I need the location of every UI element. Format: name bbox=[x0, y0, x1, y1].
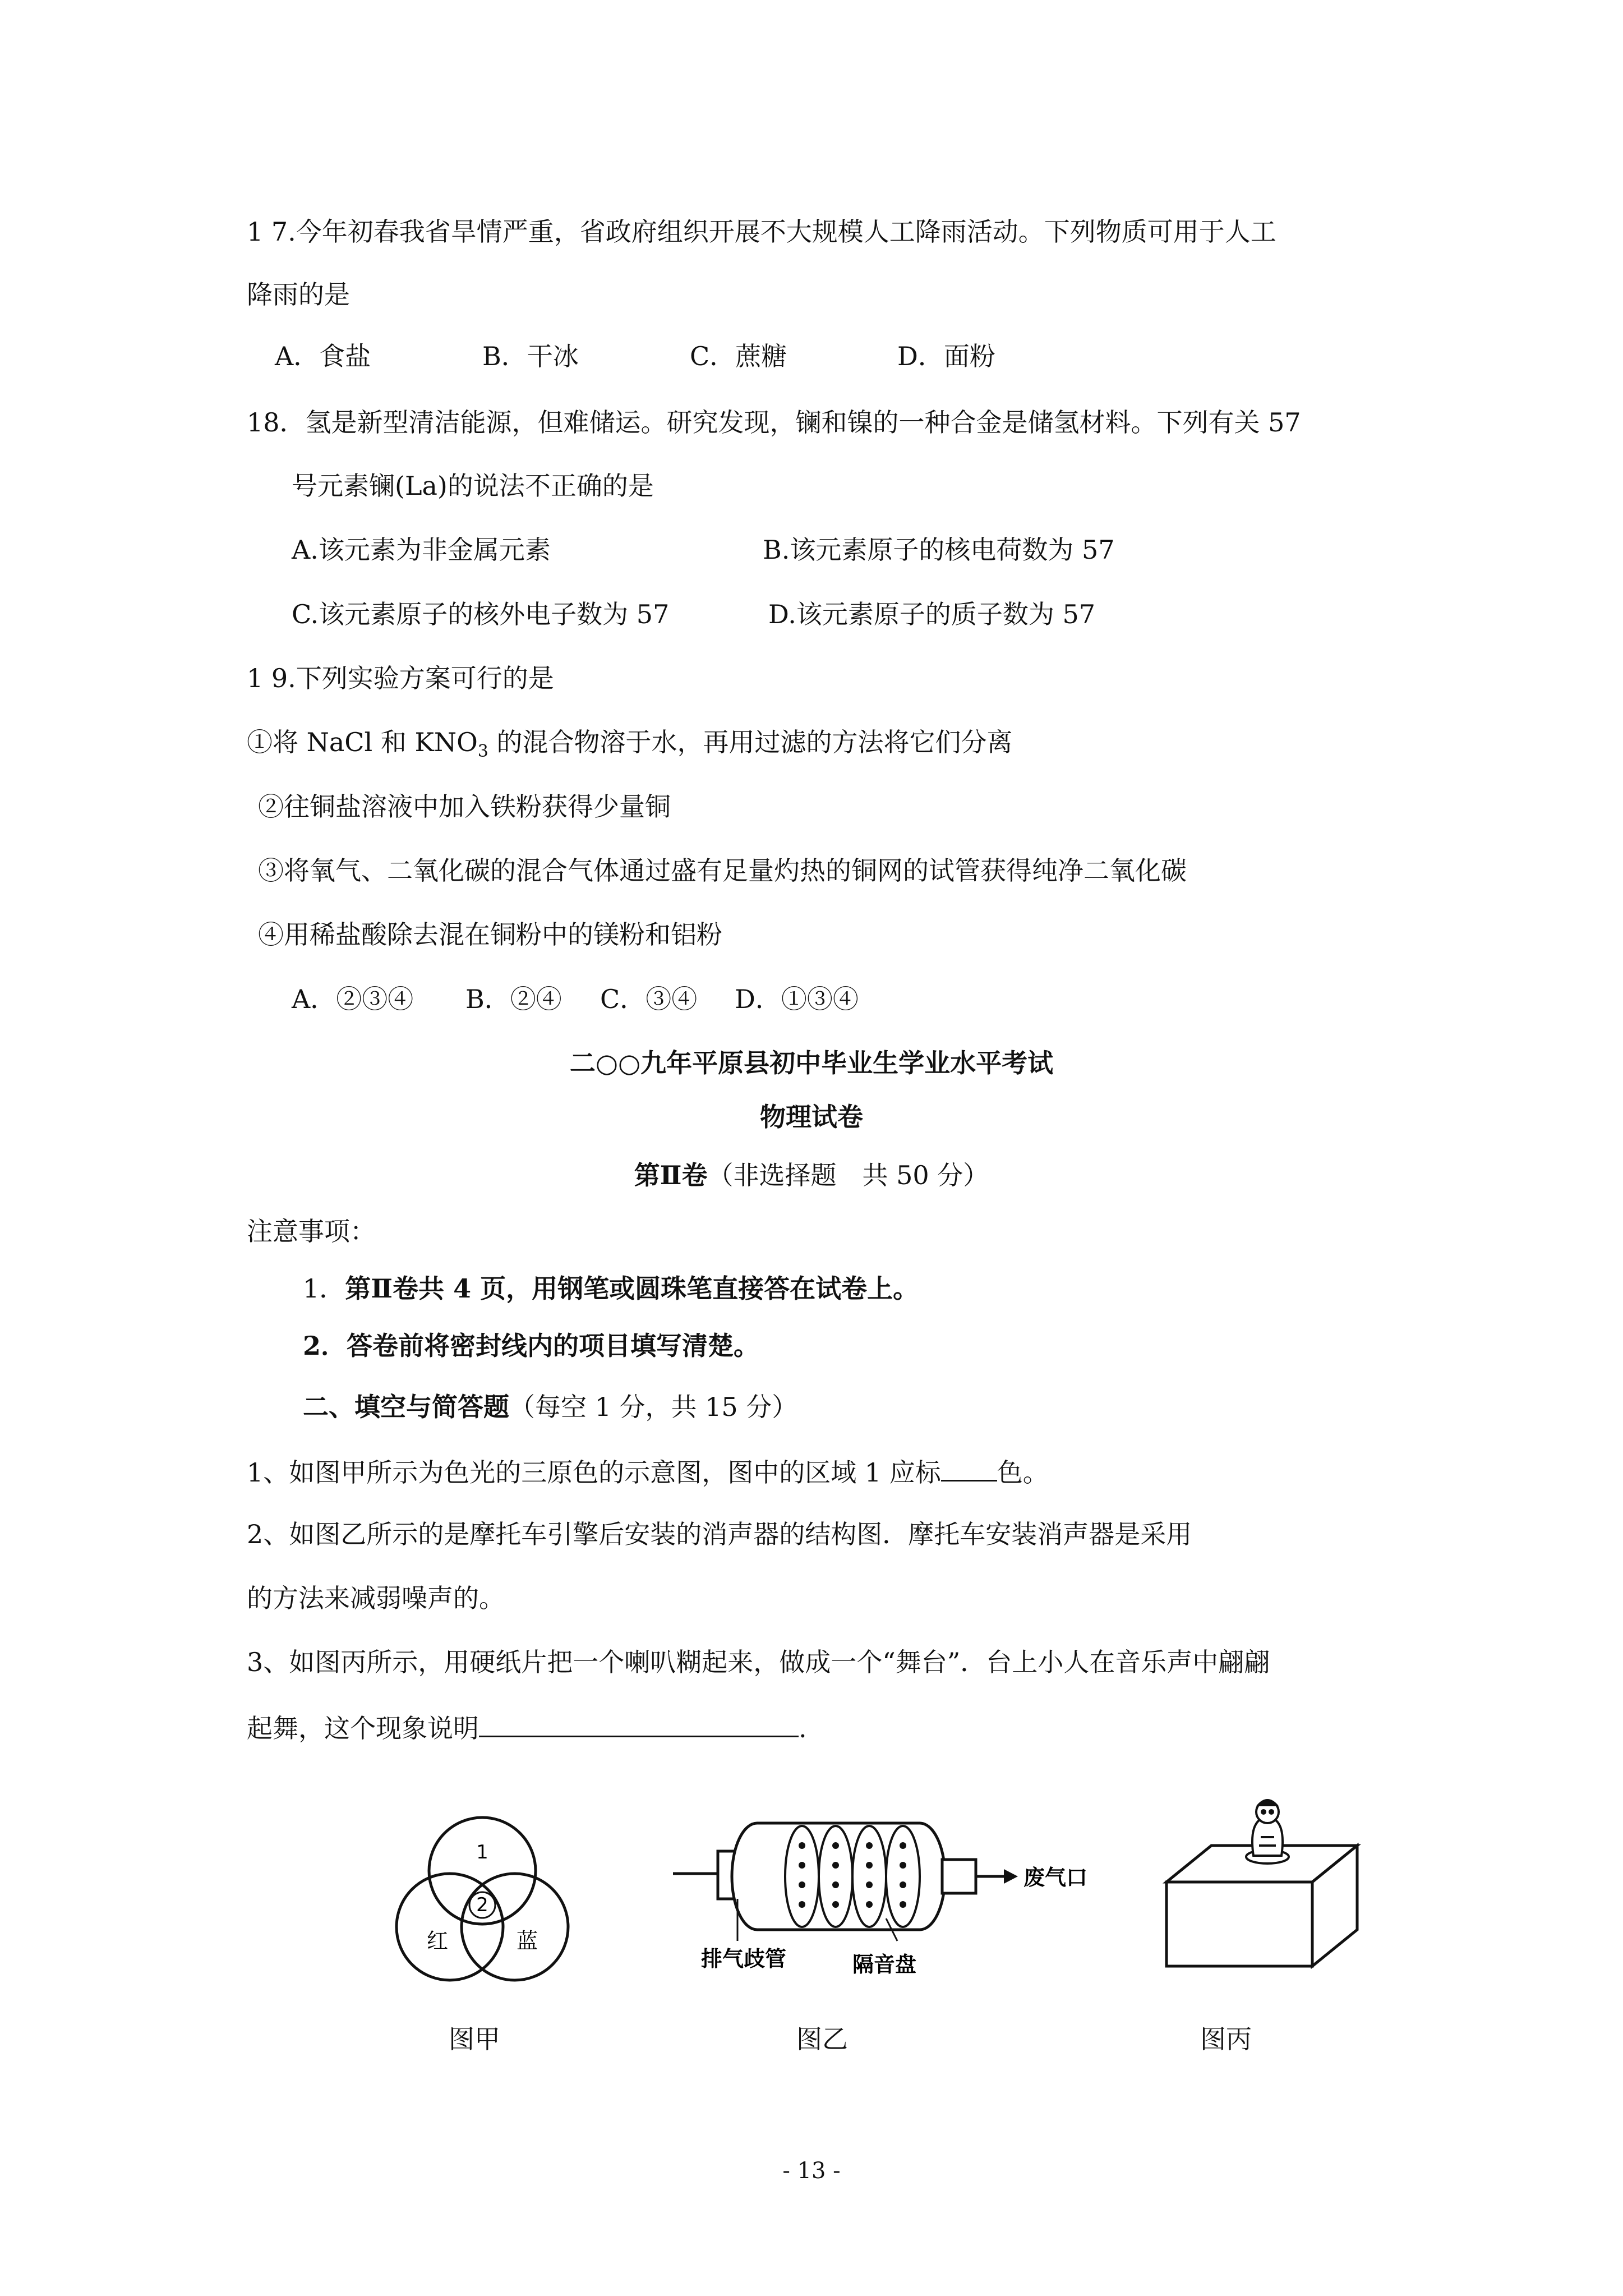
figure-bing-stage bbox=[1155, 1784, 1368, 1986]
q17-option-d: D．面粉 bbox=[897, 341, 995, 371]
q19-option-b: B．②④ bbox=[465, 984, 562, 1014]
page-number: - 13 - bbox=[782, 2158, 841, 2184]
venn-label-region1: 1 bbox=[476, 1841, 488, 1864]
p2-line1: 2、如图乙所示的是摩托车引擎后安装的消声器的结构图．摩托车安装消声器是采用 bbox=[247, 1519, 1192, 1549]
caption-figure-bing: 图丙 bbox=[1200, 2024, 1252, 2054]
q18-stem-line2: 号元素镧(La)的说法不正确的是 bbox=[292, 471, 654, 501]
label-sound-disc: 隔音盘 bbox=[852, 1952, 917, 1977]
figure-jia-venn bbox=[387, 1809, 578, 1994]
p1-text: 1、如图甲所示为色光的三原色的示意图，图中的区域 1 应标 色。 bbox=[247, 1457, 1049, 1488]
q18-option-a: A.该元素为非金属元素 bbox=[292, 535, 551, 565]
q19-option-c: C．③④ bbox=[600, 984, 698, 1014]
q19-option-d: D．①③④ bbox=[735, 984, 859, 1014]
p3-line2: 起舞，这个现象说明 . bbox=[247, 1713, 807, 1743]
venn-circle-left bbox=[396, 1874, 503, 1980]
volume-heading: 第Ⅱ卷（非选择题 共 50 分） bbox=[634, 1160, 989, 1190]
outlet-pipe bbox=[942, 1860, 976, 1893]
caption-figure-jia: 图甲 bbox=[449, 2024, 500, 2054]
stage-front bbox=[1166, 1882, 1312, 1966]
q19-stem: 1 9.下列实验方案可行的是 bbox=[247, 663, 554, 693]
dancing-doll-icon bbox=[1246, 1800, 1289, 1864]
q17-option-b: B．干冰 bbox=[482, 341, 579, 371]
q17-stem-line1: 1 7.今年初春我省旱情严重，省政府组织开展不大规模人工降雨活动。下列物质可用于人工 bbox=[247, 217, 1276, 247]
venn-circle-right bbox=[462, 1874, 568, 1980]
q17-option-a: A．食盐 bbox=[275, 341, 371, 371]
venn-label-blue: 蓝 bbox=[516, 1929, 538, 1953]
q19-item-4: ④用稀盐酸除去混在铜粉中的镁粉和铝粉 bbox=[258, 919, 722, 950]
p2-line2: 的方法来减弱噪声的。 bbox=[247, 1583, 505, 1613]
caption-figure-yi: 图乙 bbox=[796, 2024, 848, 2054]
q18-option-b: B.该元素原子的核电荷数为 57 bbox=[763, 535, 1115, 565]
venn-label-region2: 2 bbox=[476, 1894, 488, 1916]
muffler-body bbox=[732, 1823, 945, 1930]
q18-option-c: C.该元素原子的核外电子数为 57 bbox=[292, 599, 670, 629]
q18-stem-line1: 18．氢是新型清洁能源，但难储运。研究发现，镧和镍的一种合金是储氢材料。下列有关 57 bbox=[247, 407, 1301, 438]
notes-title: 注意事项： bbox=[247, 1216, 376, 1246]
label-exhaust-pipe: 排气歧管 bbox=[701, 1947, 787, 1971]
q17-option-c: C．蔗糖 bbox=[690, 341, 787, 371]
section2-heading: 二、填空与简答题（每空 1 分，共 15 分） bbox=[303, 1392, 798, 1422]
q17-stem-line2: 降雨的是 bbox=[247, 279, 350, 310]
notes-item-1: 1．第Ⅱ卷共 4 页，用钢笔或圆珠笔直接答在试卷上。 bbox=[303, 1273, 919, 1304]
exam-title: 二○○九年平原县初中毕业生学业水平考试 bbox=[569, 1048, 1054, 1078]
figure-yi-muffler bbox=[667, 1806, 1161, 1991]
venn-label-red: 红 bbox=[426, 1929, 449, 1953]
q19-item-2: ②往铜盐溶液中加入铁粉获得少量铜 bbox=[258, 792, 671, 822]
notes-item-2: 2．答卷前将密封线内的项目填写清楚。 bbox=[303, 1331, 760, 1361]
q19-option-a: A．②③④ bbox=[292, 984, 414, 1014]
q19-item-3: ③将氧气、二氧化碳的混合气体通过盛有足量灼热的铜网的试管获得纯净二氧化碳 bbox=[258, 855, 1187, 886]
subject-title: 物理试卷 bbox=[760, 1102, 863, 1132]
label-exhaust: 废气口 bbox=[1023, 1865, 1088, 1890]
p3-line1: 3、如图丙所示，用硬纸片把一个喇叭糊起来，做成一个“舞台”．台上小人在音乐声中翩翩 bbox=[247, 1647, 1270, 1677]
q18-option-d: D.该元素原子的质子数为 57 bbox=[768, 599, 1096, 629]
q19-item-1: ①将 NaCl 和 $KNO_3$ 的混合物溶于水，再用过滤的方法将它们分离 bbox=[247, 727, 1013, 762]
